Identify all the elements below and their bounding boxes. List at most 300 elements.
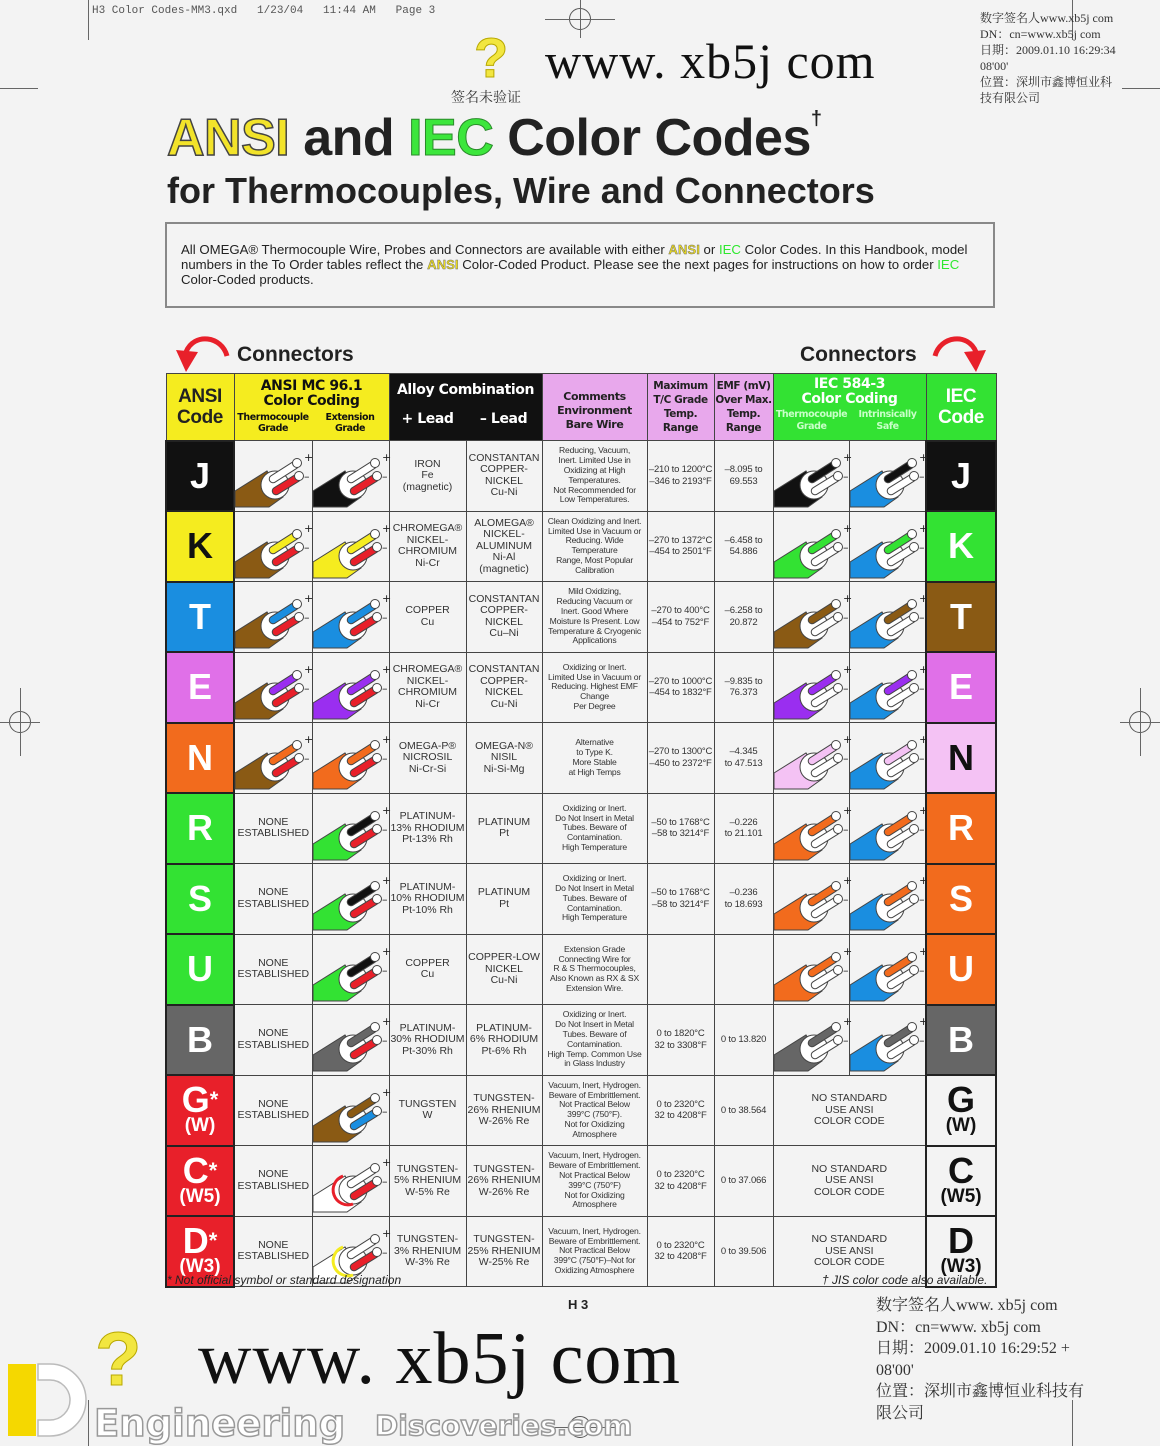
header-iec-color-coding [773,374,926,441]
ansi-ext-connector-icon [313,935,390,1001]
comments: Oxidizing or Inert. Do Not Insert in Metal Tubes. Beware of Contamination. High Temperature [542,864,647,935]
iec-is-connector-icon [850,864,927,930]
max-temp-range: –270 to 1000°C –454 to 1832°F [647,652,714,723]
ansi-code-cell [166,511,234,582]
iec-tc-connector-cell [773,793,852,864]
footnote-dagger: † JIS color code also available. [822,1273,988,1287]
comments: Reducing, Vacuum, Inert. Limited Use in Oxidizing at High Temperatures. Not Recommended for Low Temperatures. [542,441,647,512]
minus-lead: CONSTANTAN COPPER- NICKEL Cu-Ni [466,441,542,512]
ansi-code-cell [166,652,234,723]
ansi-code-cell [166,934,234,1005]
info-text: or [699,242,719,257]
ansi-ext-connector-cell [312,934,389,1005]
iec-code: K [948,525,975,567]
ansi-ext-connector-cell [312,1005,389,1076]
minus-lead: PLATINUM Pt [466,864,542,935]
iec-tc-connector-cell [773,441,852,512]
iec-code: G [947,1079,976,1121]
ansi-code: K [187,525,213,567]
svg-text:–: – [381,611,387,624]
svg-text:–: – [304,540,310,554]
comments: Vacuum, Inert, Hydrogen. Beware of Embrittlement. Not Practical Below 399°C (750°F). Not for Oxidizing Atmosphere [542,1075,647,1146]
ansi-tc-connector-cell [234,441,312,512]
ansi-code: G [181,1079,210,1121]
plus-lead: PLATINUM- 30% RHODIUM Pt-30% Rh [389,1005,466,1076]
svg-text:+: + [381,944,391,958]
iec-no-standard: NO STANDARD USE ANSI COLOR CODE [773,1146,926,1217]
emf-range: –8.095 to 69.553 [714,441,773,512]
header-comments: Comments Environment Bare Wire [542,374,647,441]
plus-lead: TUNGSTEN- 3% RHENIUM W-3% Re [389,1216,466,1287]
svg-text:–: – [918,540,925,554]
emf-range: –4.345 to 47.513 [714,723,773,794]
header-iec-code: IEC Code [926,374,996,441]
ansi-tc-connector-icon [235,441,312,507]
svg-text:+: + [381,803,391,817]
header-ansi-code: ANSI Code [166,374,234,441]
file-header: H3 Color Codes-MM3.qxd 1/23/04 11:44 AM Page 3 [92,5,436,17]
unverified-signature-icon: ? [95,1317,142,1402]
info-iec: IEC [937,257,960,272]
iec-code: S [949,877,974,919]
iec-tc-connector-icon [774,864,851,930]
ansi-code-cell [166,582,234,653]
comments: Oxidizing or Inert. Do Not Insert in Metal Tubes. Beware of Contamination. High Temp. Common Use in Glass Industry [542,1005,647,1076]
registration-mark [20,688,21,756]
max-temp-range: –270 to 1372°C –454 to 2501°F [647,511,714,582]
svg-text:–: – [381,752,387,765]
svg-text:+: + [304,451,314,464]
max-temp-range: –50 to 1768°C –58 to 3214°F [647,793,714,864]
iec-is-connector-cell [849,934,926,1005]
svg-text:+: + [304,733,314,746]
iec-is-connector-icon [850,512,927,578]
info-ansi: ANSI [427,257,459,272]
iec-no-standard: NO STANDARD USE ANSI COLOR CODE [773,1216,926,1287]
emf-range: –6.458 to 54.886 [714,511,773,582]
svg-text:–: – [304,752,310,765]
table-row-type-u [166,934,996,1005]
ansi-ext-connector-cell [312,1146,389,1217]
minus-lead: OMEGA-N® NISIL Ni-Si-Mg [466,723,542,794]
table-row-type-g [166,1075,996,1146]
svg-text:–: – [842,681,849,695]
ansi-ext-connector-icon [313,1146,390,1212]
iec-tc-connector-icon [774,441,851,507]
info-iec: IEC [718,242,741,257]
header-alloy-combination [389,374,542,441]
connectors-label-left: Connectors [237,343,354,366]
page-number: H 3 [568,1297,589,1312]
header-tc-grade: Thermocouple Grade [237,412,309,434]
ansi-ext-connector-cell [312,864,389,935]
info-ansi: ANSI [668,242,700,257]
digital-signature-top: 数字签名人www.xb5j com DN：cn=www.xb5j com 日期：2009.01.10 16:29:34 08'00' 位置：深圳市鑫博恒业科 技有限公司 [980,11,1116,105]
svg-text:+: + [918,521,928,535]
iec-tc-connector-cell [773,1005,852,1076]
plus-lead: IRON Fe (magnetic) [389,441,466,512]
ansi-ext-connector-icon [313,864,390,930]
svg-text:–: – [842,540,849,554]
iec-is-connector-cell [849,582,926,653]
svg-text:+: + [842,803,852,817]
svg-text:+: + [918,733,928,746]
ansi-code: U [187,948,213,990]
minus-lead: ALOMEGA® NICKEL- ALUMINUM Ni-Al (magnetic) [466,511,542,582]
ansi-ext-connector-cell [312,441,389,512]
plus-lead: COPPER Cu [389,934,466,1005]
iec-code-alias: (W) [945,1115,977,1137]
iec-code-cell [926,652,996,723]
emf-range: –6.258 to 20.872 [714,582,773,653]
svg-text:–: – [304,611,310,624]
max-temp-range: –50 to 1768°C –58 to 3214°F [647,864,714,935]
svg-text:+: + [842,521,852,535]
asterisk: * [208,1228,218,1254]
svg-text:–: – [381,540,387,554]
svg-text:+: + [918,803,928,817]
svg-text:–: – [381,1034,387,1047]
iec-tc-connector-icon [774,935,851,1001]
iec-code-cell [926,723,996,794]
svg-text:+: + [381,1085,391,1099]
plus-lead: PLATINUM- 13% RHODIUM Pt-13% Rh [389,793,466,864]
iec-code-cell [926,934,996,1005]
comments: Mild Oxidizing, Reducing Vacuum or Inert. Good Where Moisture Is Present. Low Temperature & Cryogenic Applications [542,582,647,653]
emf-range: –0.226 to 21.101 [714,793,773,864]
ansi-ext-connector-icon [313,653,390,719]
header-iec-tc-grade: Thermocouple Grade [775,409,848,432]
emf-range: 0 to 13.820 [714,1005,773,1076]
iec-code-cell [926,1146,996,1217]
iec-is-connector-cell [849,793,926,864]
svg-text:+: + [918,592,928,605]
iec-tc-connector-cell [773,652,852,723]
emf-range: 0 to 38.564 [714,1075,773,1146]
svg-text:+: + [918,451,928,464]
ansi-ext-connector-cell [312,511,389,582]
plus-lead: CHROMEGA® NICKEL- CHROMIUM Ni-Cr [389,652,466,723]
plus-lead: PLATINUM- 10% RHODIUM Pt-10% Rh [389,864,466,935]
svg-text:–: – [918,752,925,765]
ansi-code: E [187,666,212,708]
svg-text:–: – [918,1034,925,1047]
ansi-tc-connector-icon [235,723,312,789]
title-ansi: ANSI [167,109,290,167]
svg-text:–: – [918,470,925,483]
svg-text:+: + [918,944,928,958]
ansi-code-cell [166,723,234,794]
iec-code: E [949,666,974,708]
ansi-ext-connector-cell [312,652,389,723]
engineering-discoveries-logo [4,1358,90,1440]
ansi-code: T [189,595,211,637]
iec-code-cell [926,864,996,935]
ansi-code: D [182,1220,209,1262]
emf-range [714,934,773,1005]
max-temp-range: 0 to 2320°C 32 to 4208°F [647,1075,714,1146]
iec-is-connector-icon [850,935,927,1001]
iec-code: C [948,1149,975,1191]
minus-lead: PLATINUM- 6% RHODIUM Pt-6% Rh [466,1005,542,1076]
table-row-type-s [166,864,996,935]
iec-tc-connector-cell [773,864,852,935]
svg-text:–: – [381,1104,387,1118]
max-temp-range: 0 to 1820°C 32 to 3308°F [647,1005,714,1076]
max-temp-range: 0 to 2320°C 32 to 4208°F [647,1216,714,1287]
svg-text:+: + [381,1226,391,1240]
emf-range: –0.236 to 18.693 [714,864,773,935]
iec-tc-connector-icon [774,1005,851,1071]
ansi-ext-connector-cell [312,1075,389,1146]
header-ansi-color-coding [234,374,389,441]
iec-is-connector-icon [850,582,927,648]
svg-text:–: – [304,681,310,695]
iec-code-alias: (W3) [940,1256,982,1278]
ansi-ext-connector-icon [313,441,390,507]
title-dagger: † [810,108,822,130]
iec-code: N [948,736,975,778]
max-temp-range [647,934,714,1005]
color-code-table [165,373,997,1288]
iec-is-connector-cell [849,441,926,512]
iec-tc-connector-cell [773,934,852,1005]
crop-mark [88,0,89,40]
table-row-type-e [166,652,996,723]
ansi-code-cell [166,441,234,512]
ansi-ext-connector-cell [312,723,389,794]
iec-code: T [950,595,973,637]
unverified-label: 签名未验证 [451,91,521,106]
minus-lead: TUNGSTEN- 25% RHENIUM W-25% Re [466,1216,542,1287]
ansi-tc-none: NONE ESTABLISHED [234,1075,312,1146]
ansi-code-cell [166,1005,234,1076]
emf-range: 0 to 37.066 [714,1146,773,1217]
minus-lead: TUNGSTEN- 26% RHENIUM W-26% Re [466,1075,542,1146]
title-iec: IEC [408,109,494,167]
svg-text:+: + [304,521,314,535]
iec-tc-connector-cell [773,723,852,794]
curved-arrow-right-icon [928,330,990,376]
ansi-tc-connector-icon [235,653,312,719]
iec-tc-connector-icon [774,794,851,860]
svg-text:–: – [381,1245,387,1259]
iec-code: U [948,948,975,990]
ansi-tc-connector-icon [235,582,312,648]
svg-text:–: – [381,681,387,695]
header-max-temp: Maximum T/C Grade Temp. Range [647,374,714,441]
table-row-type-k [166,511,996,582]
ansi-tc-none: NONE ESTABLISHED [234,934,312,1005]
iec-is-connector-cell [849,652,926,723]
iec-is-connector-cell [849,511,926,582]
iec-code-alias: (W5) [940,1185,982,1207]
iec-code-cell [926,582,996,653]
svg-text:+: + [918,662,928,676]
iec-code: D [948,1220,975,1262]
info-box [165,222,995,308]
svg-text:+: + [381,451,391,464]
minus-lead: CONSTANTAN COPPER- NICKEL Cu-Ni [466,652,542,723]
svg-text:–: – [918,963,925,977]
info-text: Color-Coded Product. Please see the next pages for instructions on how to order [458,257,938,272]
plus-lead: CHROMEGA® NICKEL- CHROMIUM Ni-Cr [389,511,466,582]
watermark-discoveries: Discoveries.com [375,1409,633,1442]
svg-text:–: – [918,681,925,695]
svg-text:+: + [842,592,852,605]
iec-tc-connector-icon [774,512,851,578]
watermark-engineering: Engineering [94,1402,346,1445]
svg-text:–: – [842,1034,849,1047]
svg-text:+: + [918,1015,928,1028]
emf-range: 0 to 39.506 [714,1216,773,1287]
table-row-type-n [166,723,996,794]
iec-is-connector-icon [850,653,927,719]
ansi-tc-none: NONE ESTABLISHED [234,1005,312,1076]
watermark-url-top: www. xb5j com [545,33,876,89]
ansi-code-alias: (W3) [179,1256,221,1278]
ansi-code-cell [166,864,234,935]
watermark-url-bottom: www. xb5j com [198,1318,681,1400]
ansi-code: C [182,1149,209,1191]
comments: Oxidizing or Inert. Do Not Insert in Metal Tubes. Beware of Contamination. High Temperature [542,793,647,864]
header-ansi-mc: ANSI MC 96.1 Color Coding [260,378,363,409]
plus-lead: TUNGSTEN- 5% RHENIUM W-5% Re [389,1146,466,1217]
ansi-code: N [187,736,213,778]
ansi-code-alias: (W) [184,1115,216,1137]
ansi-code: R [187,807,213,849]
svg-text:–: – [381,893,387,906]
header-iec-intrinsically-safe: Intrinsically Safe [858,409,917,432]
svg-text:–: – [918,611,925,624]
svg-text:–: – [842,611,849,624]
info-text: Color-Coded products. [181,272,314,287]
plus-lead: OMEGA-P® NICROSIL Ni-Cr-Si [389,723,466,794]
ansi-ext-connector-icon [313,1005,390,1071]
ansi-tc-connector-cell [234,511,312,582]
iec-is-connector-icon [850,441,927,507]
page-title [167,108,821,168]
max-temp-range: 0 to 2320°C 32 to 4208°F [647,1146,714,1217]
emf-range: –9.835 to 76.373 [714,652,773,723]
info-text: All OMEGA® Thermocouple Wire, Probes and Connectors are available with either [181,242,669,257]
iec-code: J [951,454,972,496]
svg-text:+: + [381,1156,391,1169]
iec-no-standard: NO STANDARD USE ANSI COLOR CODE [773,1075,926,1146]
iec-is-connector-icon [850,1005,927,1071]
ansi-tc-none: NONE ESTABLISHED [234,1146,312,1217]
max-temp-range: –270 to 400°C –454 to 752°F [647,582,714,653]
ansi-code: B [187,1018,213,1060]
svg-text:+: + [842,944,852,958]
ansi-ext-connector-icon [313,723,390,789]
iec-is-connector-icon [850,723,927,789]
header-emf: EMF (mV) Over Max. Temp. Range [714,374,773,441]
comments: Clean Oxidizing and Inert. Limited Use in Vacuum or Reducing. Wide Temperature Range, Most Popular Calibration [542,511,647,582]
ansi-ext-connector-icon [313,582,390,648]
svg-text:–: – [304,470,310,483]
ansi-ext-connector-cell [312,582,389,653]
minus-lead: TUNGSTEN- 26% RHENIUM W-26% Re [466,1146,542,1217]
svg-text:+: + [842,451,852,464]
table-row-type-t [166,582,996,653]
svg-text:–: – [381,1175,387,1188]
svg-text:+: + [381,874,391,887]
iec-is-connector-icon [850,794,927,860]
minus-lead: PLATINUM Pt [466,793,542,864]
ansi-code-cell [166,793,234,864]
ansi-tc-connector-cell [234,652,312,723]
ansi-tc-connector-cell [234,723,312,794]
svg-text:–: – [842,470,849,483]
ansi-code-cell [166,1075,234,1146]
svg-text:–: – [381,822,387,836]
svg-text:+: + [381,521,391,535]
iec-code-cell [926,1075,996,1146]
table-row-type-b [166,1005,996,1076]
svg-text:–: – [381,963,387,977]
connectors-label-right: Connectors [800,343,917,366]
asterisk: * [208,1157,218,1183]
svg-text:+: + [381,592,391,605]
svg-text:+: + [842,733,852,746]
ansi-tc-connector-cell [234,582,312,653]
max-temp-range: –210 to 1200°C –346 to 2193°F [647,441,714,512]
table-header-row [166,374,996,441]
digital-signature-bottom: 数字签名人www. xb5j com DN：cn=www. xb5j com 日期：2009.01.10 16:29:52 + 08'00' 位置：深圳市鑫博恒业科技有 限公司 [876,1297,1085,1422]
svg-text:+: + [381,1015,391,1028]
title-and: and [289,109,409,167]
ansi-ext-connector-icon [313,1076,390,1142]
ansi-code-cell [166,1146,234,1217]
svg-text:+: + [304,592,314,605]
ansi-ext-connector-cell [312,793,389,864]
svg-text:+: + [842,1015,852,1028]
iec-code-cell [926,1005,996,1076]
table-row-type-j [166,441,996,512]
header-iec-cc: IEC 584-3 Color Coding [801,376,898,407]
iec-is-connector-cell [849,723,926,794]
plus-lead: TUNGSTEN W [389,1075,466,1146]
svg-text:+: + [304,662,314,676]
ansi-tc-none: NONE ESTABLISHED [234,864,312,935]
iec-is-connector-cell [849,864,926,935]
svg-text:–: – [842,822,849,836]
iec-code-cell [926,511,996,582]
ansi-ext-connector-icon [313,794,390,860]
iec-code: B [948,1018,975,1060]
svg-text:–: – [842,893,849,906]
comments: Extension Grade Connecting Wire for R & S Thermocouples, Also Known as RX & SX Extension Wire. [542,934,647,1005]
unverified-signature-icon: ? [474,26,509,89]
iec-code-cell [926,441,996,512]
ansi-code: J [189,454,211,496]
header-minus-lead: – Lead [479,411,528,427]
minus-lead: CONSTANTAN COPPER- NICKEL Cu–Ni [466,582,542,653]
table-row-type-r [166,793,996,864]
comments: Alternative to Type K. More Stable at High Temps [542,723,647,794]
iec-is-connector-cell [849,1005,926,1076]
iec-tc-connector-cell [773,511,852,582]
iec-tc-connector-icon [774,653,851,719]
table-row-type-c [166,1146,996,1217]
minus-lead: COPPER-LOW NICKEL Cu-Ni [466,934,542,1005]
svg-text:+: + [842,874,852,887]
svg-text:–: – [918,893,925,906]
svg-text:+: + [842,662,852,676]
iec-tc-connector-cell [773,582,852,653]
ansi-ext-connector-icon [313,512,390,578]
